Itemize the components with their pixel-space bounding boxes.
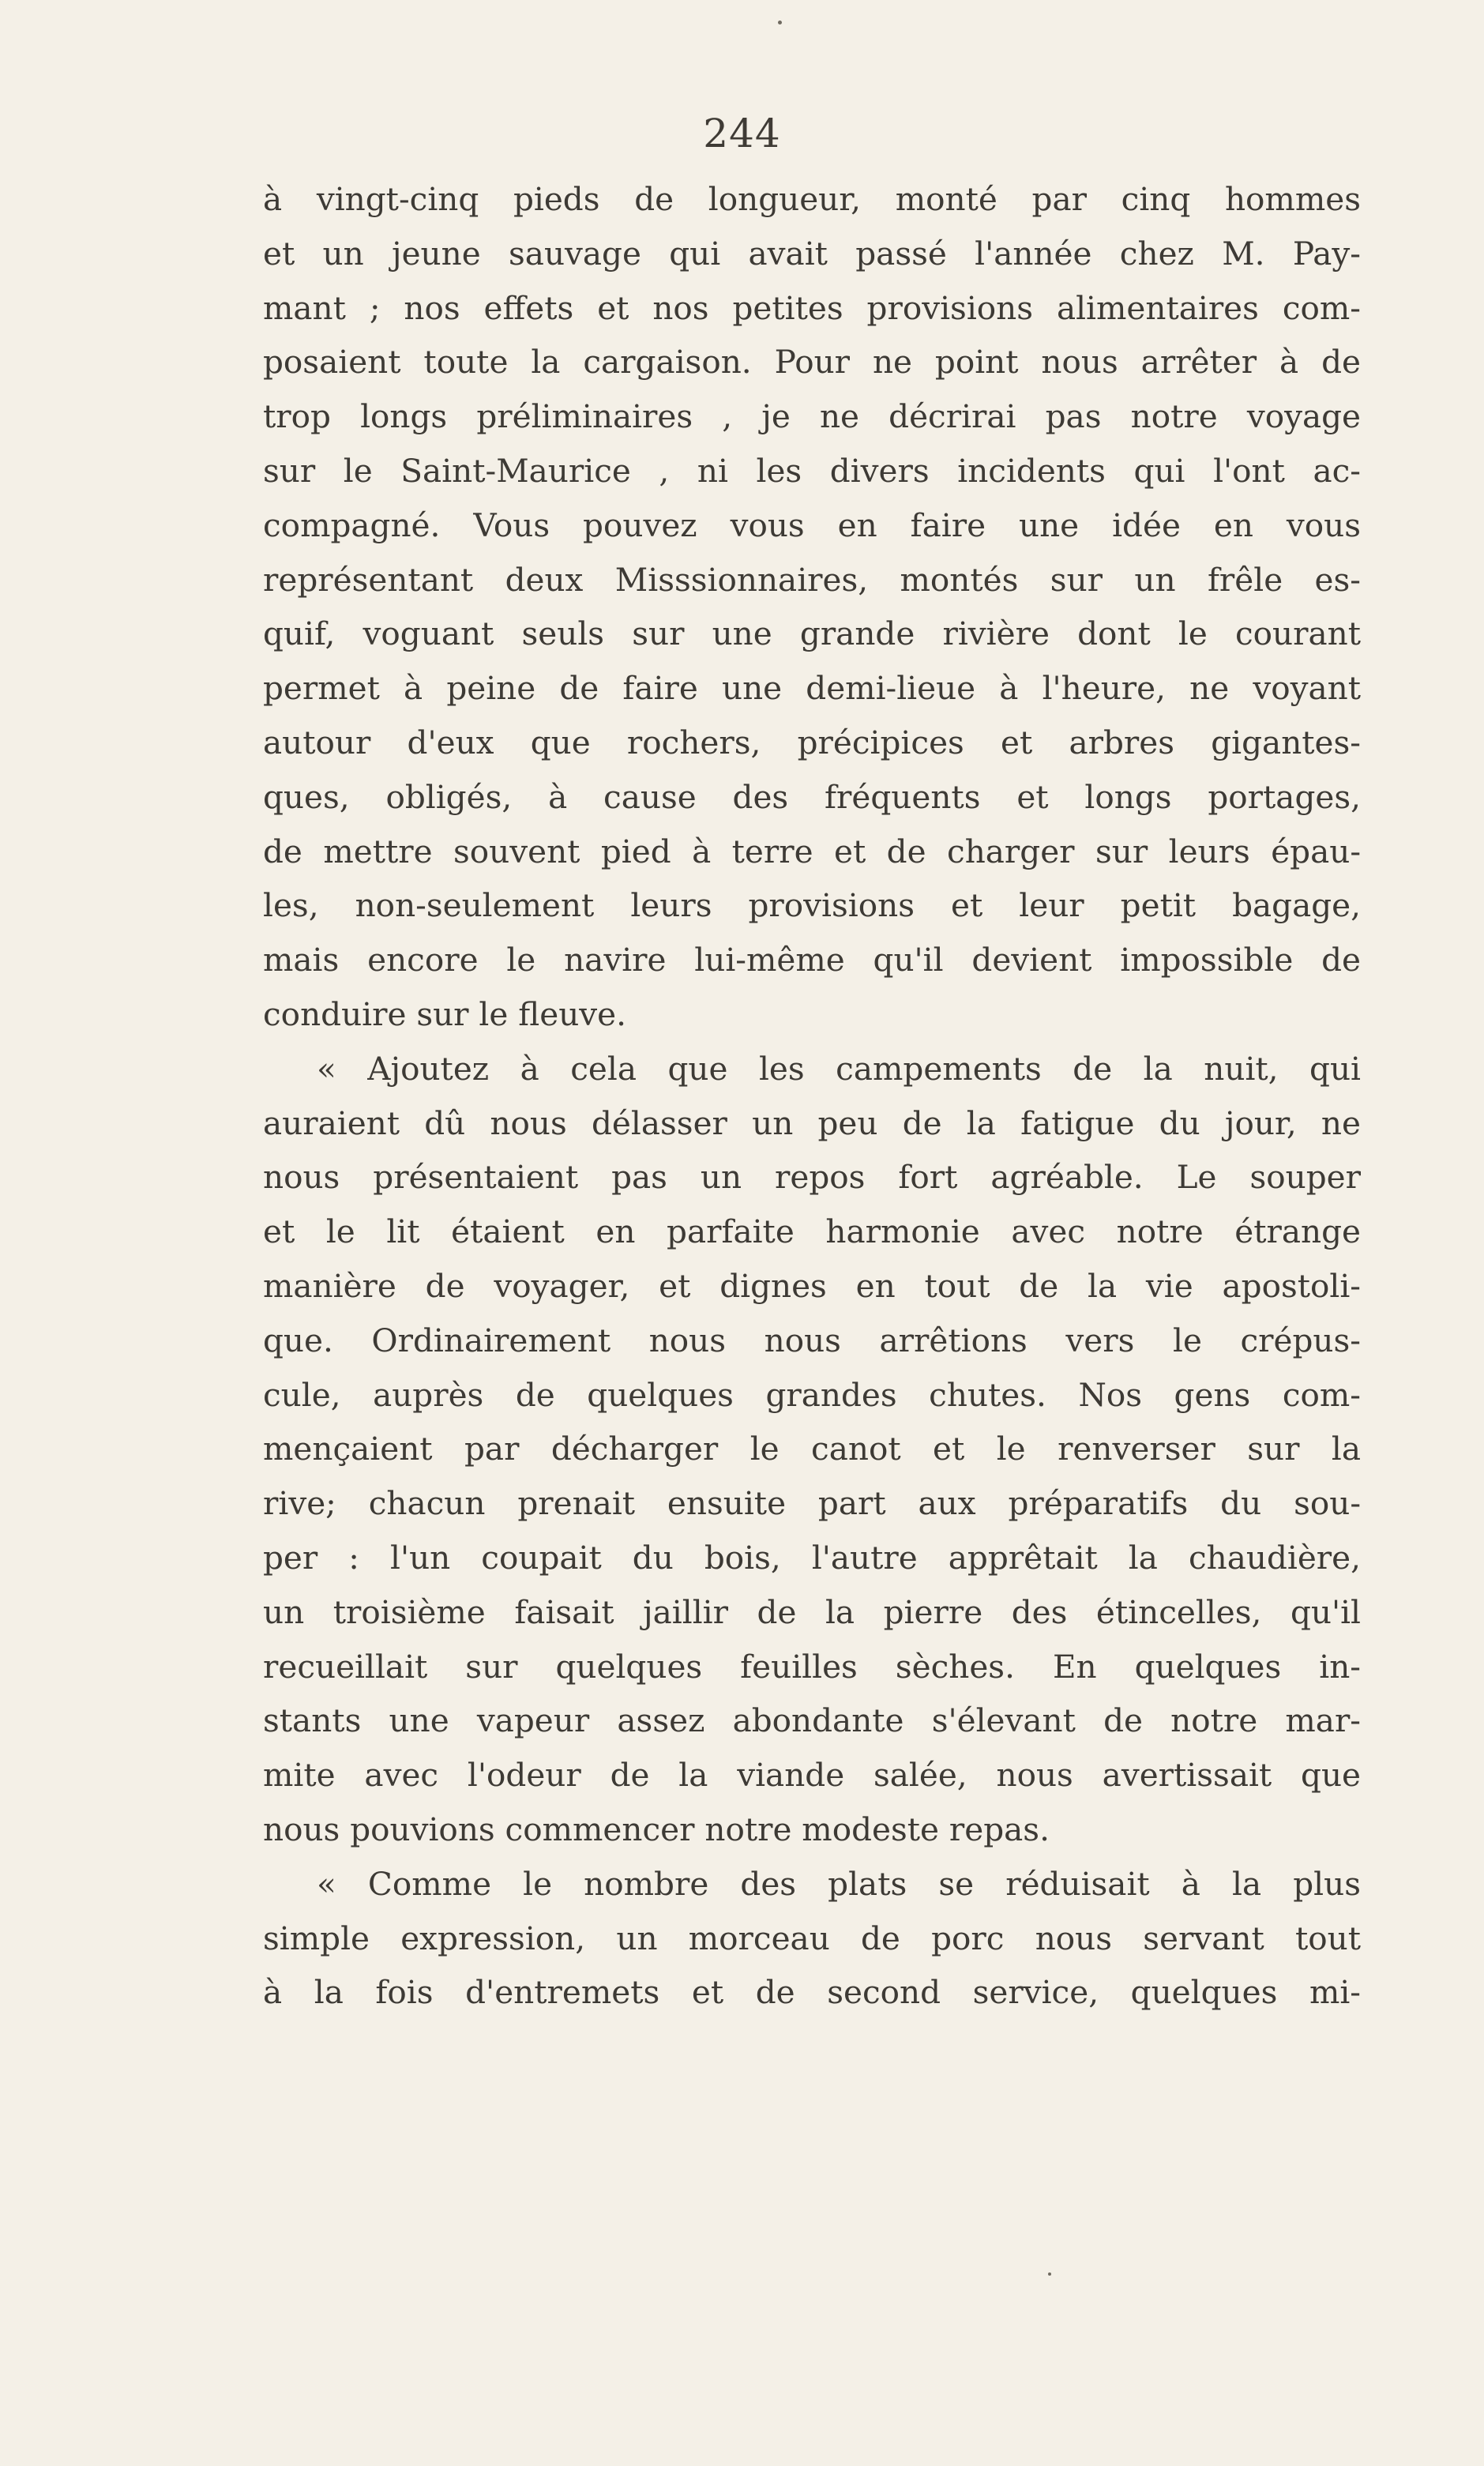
text-line: posaient toute la cargaison. Pour ne point nous arrêter à de bbox=[263, 343, 1361, 382]
text-line: per : l'un coupait du bois, l'autre apprêtait la chaudière, bbox=[263, 1538, 1361, 1577]
text-line: manière de voyager, et dignes en tout de la vie apostoli- bbox=[263, 1266, 1361, 1305]
text-line: nous pouvions commencer notre modeste repas. bbox=[263, 1810, 1050, 1848]
text-line: les, non-seulement leurs provisions et leur petit bagage, bbox=[263, 886, 1361, 925]
text-line: quif, voguant seuls sur une grande rivière dont le courant bbox=[263, 615, 1361, 653]
paper-speck bbox=[778, 21, 782, 24]
text-line: un troisième faisait jaillir de la pierre des étincelles, qu'il bbox=[263, 1592, 1361, 1631]
text-line: mençaient par décharger le canot et le renverser sur la bbox=[263, 1430, 1361, 1468]
text-line: simple expression, un morceau de porc nous servant tout bbox=[263, 1919, 1361, 1957]
body-text bbox=[263, 172, 1361, 2020]
paper-speck bbox=[1048, 2272, 1051, 2276]
text-line: de mettre souvent pied à terre et de charger sur leurs épau- bbox=[263, 832, 1361, 870]
text-line: auraient dû nous délasser un peu de la fatigue du jour, ne bbox=[263, 1103, 1361, 1142]
text-line: à vingt-cinq pieds de longueur, monté par cinq hommes bbox=[263, 180, 1361, 218]
text-line: et un jeune sauvage qui avait passé l'année chez M. Pay- bbox=[263, 234, 1361, 273]
text-line: « Ajoutez à cela que les campements de la nuit, qui bbox=[317, 1049, 1361, 1088]
page-number: 244 bbox=[703, 111, 781, 156]
text-line: stants une vapeur assez abondante s'élevant de notre mar- bbox=[263, 1701, 1361, 1740]
text-line: mite avec l'odeur de la viande salée, nous avertissait que bbox=[263, 1756, 1361, 1795]
text-line: que. Ordinairement nous nous arrêtions vers le crépus- bbox=[263, 1321, 1361, 1359]
text-line: ques, obligés, à cause des fréquents et longs portages, bbox=[263, 777, 1361, 816]
text-line: conduire sur le fleuve. bbox=[263, 994, 626, 1033]
text-line: trop longs préliminaires , je ne décrirai pas notre voyage bbox=[263, 397, 1361, 436]
text-line: autour d'eux que rochers, précipices et arbres gigantes- bbox=[263, 723, 1361, 761]
text-line: rive; chacun prenait ensuite part aux préparatifs du sou- bbox=[263, 1484, 1361, 1523]
text-line: à la fois d'entremets et de second service, quelques mi- bbox=[263, 1973, 1361, 2012]
text-line: nous présentaient pas un repos fort agréable. Le souper bbox=[263, 1158, 1361, 1197]
text-line: « Comme le nombre des plats se réduisait à la plus bbox=[317, 1864, 1361, 1903]
text-line: mais encore le navire lui-même qu'il devient impossible de bbox=[263, 941, 1361, 979]
text-line: représentant deux Misssionnaires, montés sur un frêle es- bbox=[263, 560, 1361, 599]
text-line: recueillait sur quelques feuilles sèches. En quelques in- bbox=[263, 1647, 1361, 1686]
text-line: permet à peine de faire une demi-lieue à l'heure, ne voyant bbox=[263, 669, 1361, 708]
text-line: sur le Saint-Maurice , ni les divers incidents qui l'ont ac- bbox=[263, 451, 1361, 490]
text-line: cule, auprès de quelques grandes chutes. Nos gens com- bbox=[263, 1375, 1361, 1414]
text-line: compagné. Vous pouvez vous en faire une idée en vous bbox=[263, 506, 1361, 544]
text-line: mant ; nos effets et nos petites provisions alimentaires com- bbox=[263, 288, 1361, 327]
text-line: et le lit étaient en parfaite harmonie avec notre étrange bbox=[263, 1212, 1361, 1251]
